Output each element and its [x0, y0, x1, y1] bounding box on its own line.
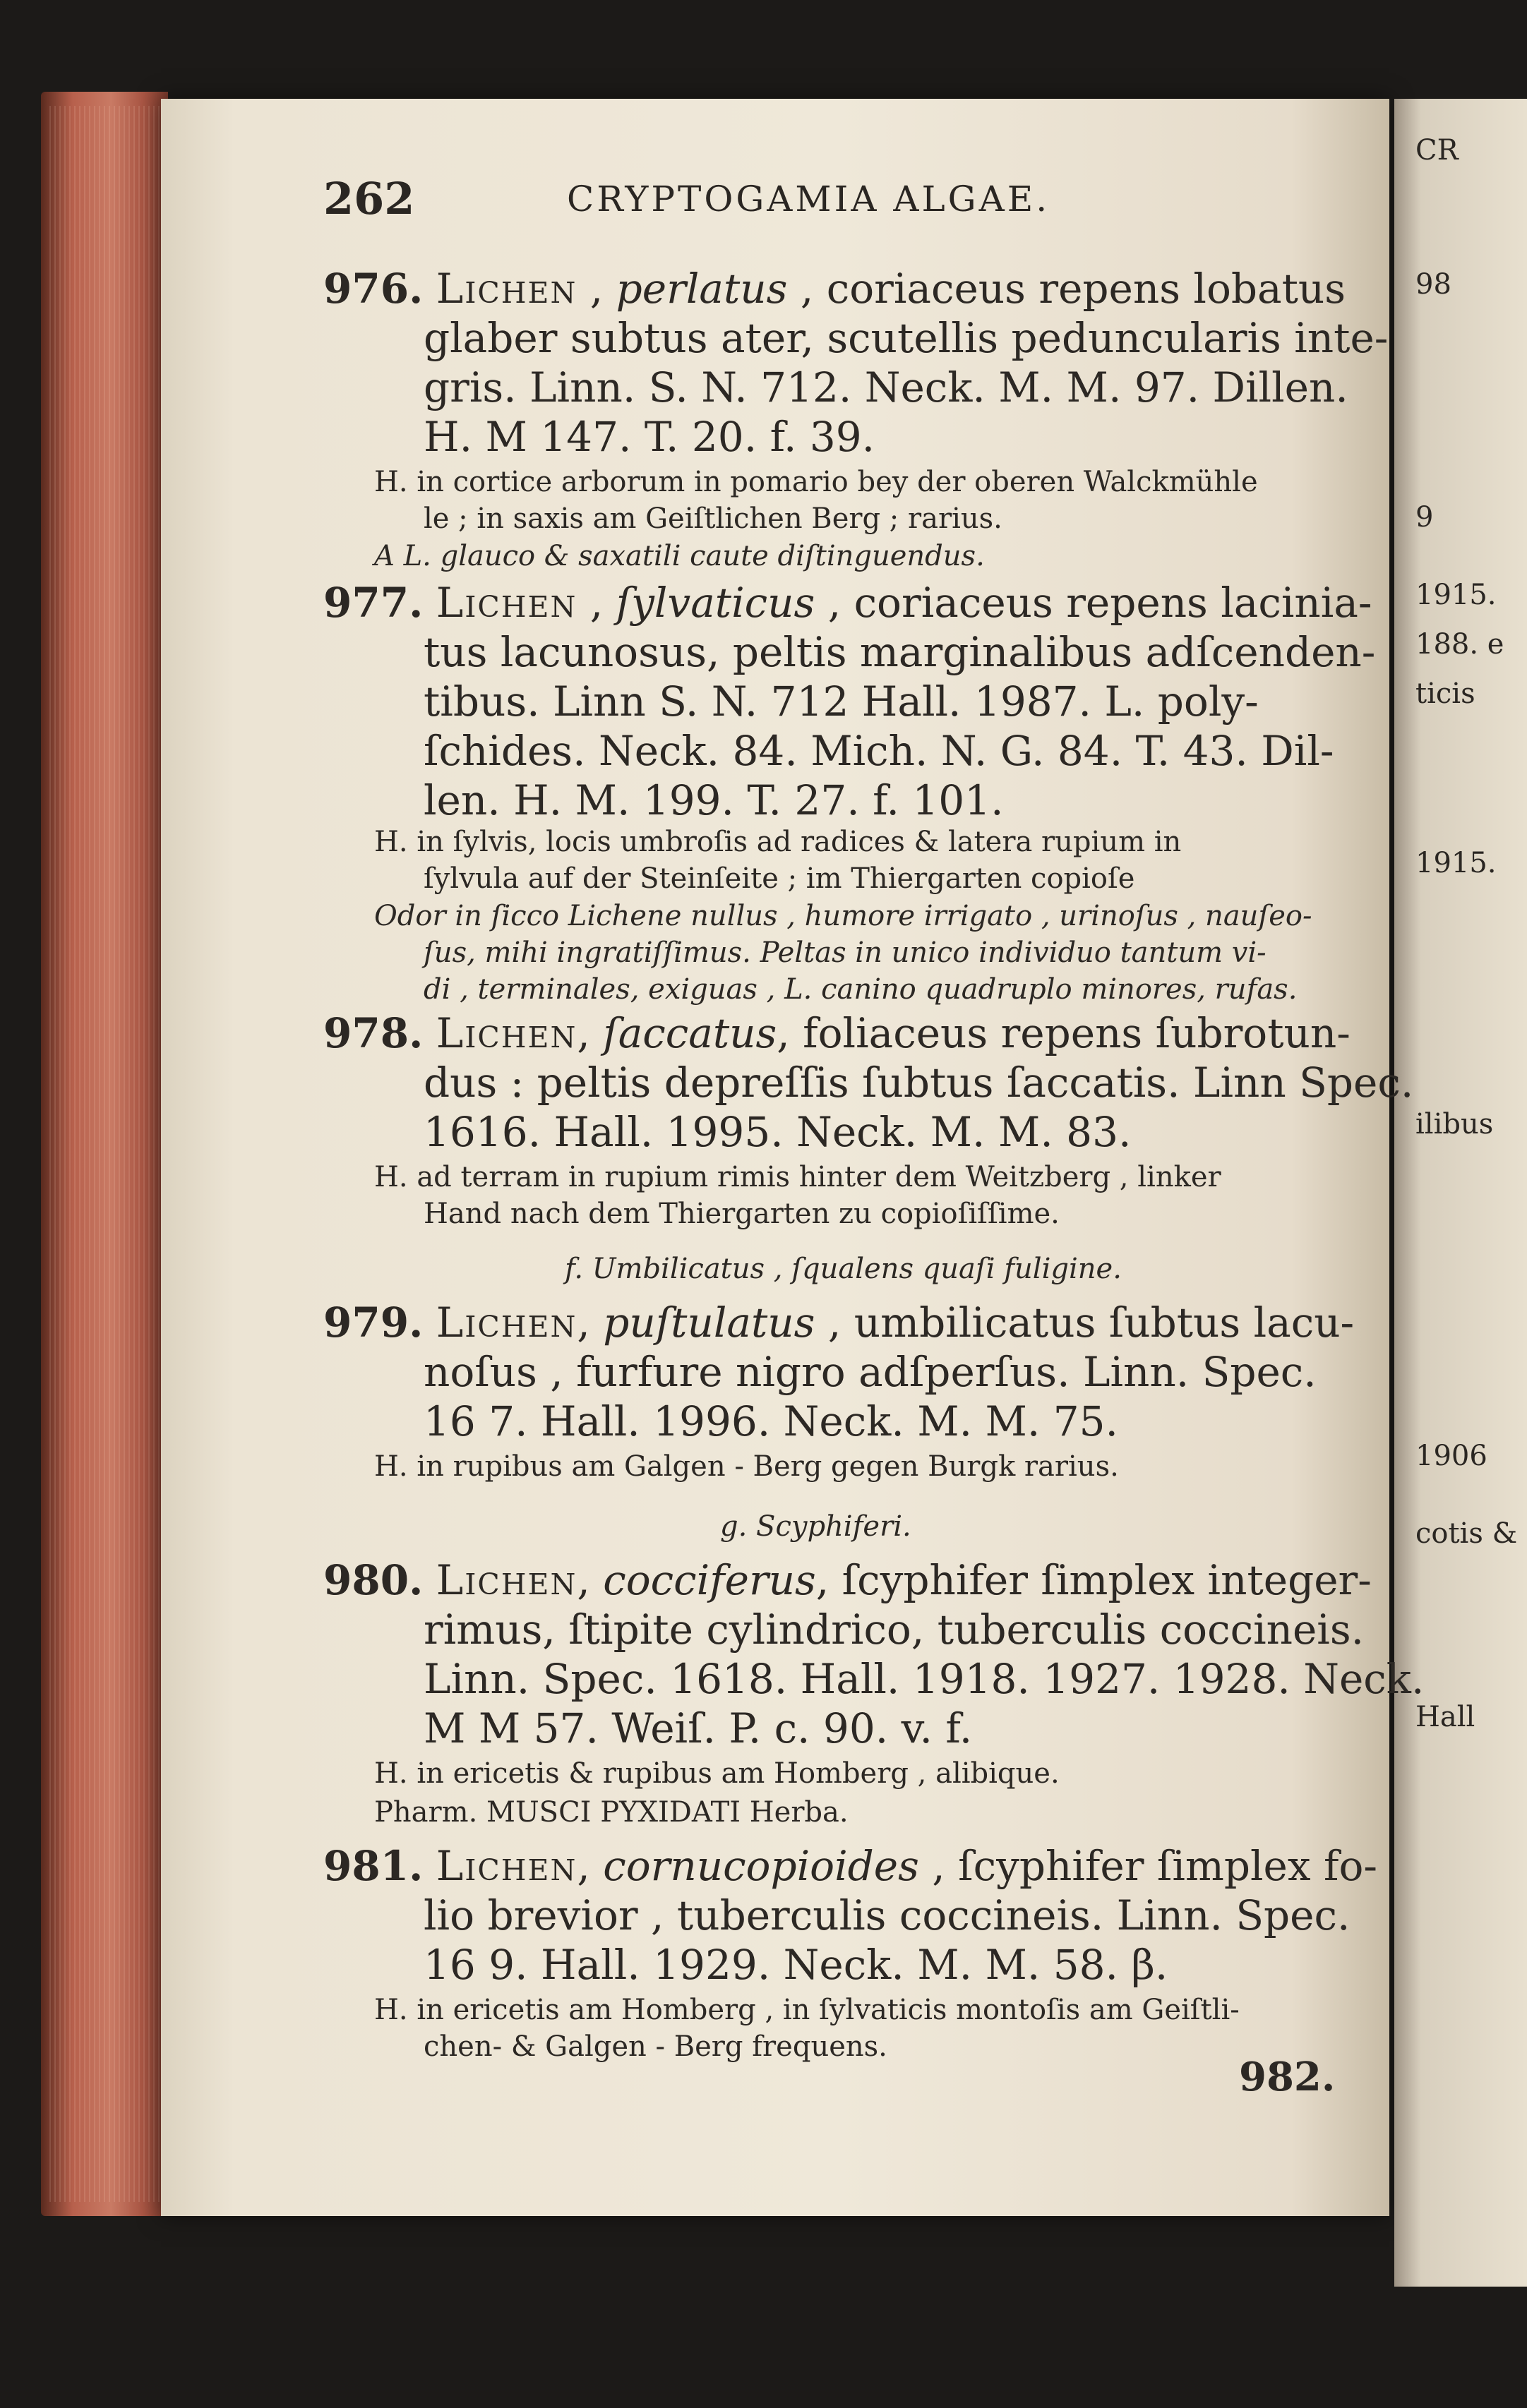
entry-979-line: noſus , furfure nigro adſperſus. Linn. Spec. [424, 1348, 1317, 1396]
entry-976-heading: 976. Lichen , perlatus , coriaceus repens lobatus [323, 265, 1346, 313]
fragment: 9 [1415, 501, 1434, 534]
section-heading: f. Umbilicatus , ſqualens quaſi fuligine. [565, 1253, 1122, 1285]
running-title: CRYPTOGAMIA ALGAE. [567, 179, 1050, 219]
fragment: 1906 [1415, 1440, 1487, 1472]
entry-977-heading: 977. Lichen , ſylvaticus , coriaceus repens lacinia- [323, 579, 1372, 627]
entry-976-line: gris. Linn. S. N. 712. Neck. M. M. 97. Dillen. [424, 363, 1348, 411]
page-number: 262 [323, 173, 415, 224]
entry-977-line: ſchides. Neck. 84. Mich. N. G. 84. T. 43. Dil- [424, 727, 1334, 775]
page-edge-texture [49, 106, 162, 2202]
entry-979-note: H. in rupibus am Galgen - Berg gegen Burgk rarius. [374, 1450, 1119, 1483]
entry-977-line: tibus. Linn S. N. 712 Hall. 1987. L. poly- [424, 678, 1259, 726]
entry-978-line: 1616. Hall. 1995. Neck. M. M. 83. [424, 1108, 1132, 1156]
entry-976-note: A L. glauco & saxatili caute diſtinguendus. [374, 540, 985, 572]
entry-978-note: Hand nach dem Thiergarten zu copioſiſſime. [424, 1198, 1060, 1230]
entry-977-note: H. in ſylvis, locis umbroſis ad radices & latera rupium in [374, 826, 1182, 858]
entry-978-line: dus : peltis depreſſis ſubtus ſaccatis. Linn Spec. [424, 1059, 1414, 1107]
fragment: 188. e [1415, 628, 1504, 661]
page-header [323, 173, 1368, 229]
entry-980-line: rimus, ſtipite cylindrico, tuberculis coccineis. [424, 1606, 1365, 1654]
fragment: cotis & [1415, 1517, 1518, 1550]
entry-977-line: tus lacunosus, peltis marginalibus adſcenden- [424, 628, 1376, 676]
fragment: 1915. [1415, 579, 1497, 611]
entry-976-line: glaber subtus ater, scutellis peduncularis inte- [424, 314, 1389, 362]
entry-976-note: le ; in saxis am Geiſtlichen Berg ; rarius. [424, 502, 1002, 535]
entry-977-note: ſylvula auf der Steinſeite ; im Thiergarten copioſe [424, 862, 1135, 895]
entry-977-note: ſus, mihi ingratiſſimus. Peltas in unico individuo tantum vi- [424, 937, 1266, 969]
entry-980-note: H. in ericetis & rupibus am Homberg , alibique. [374, 1757, 1060, 1790]
entry-980-line: Linn. Spec. 1618. Hall. 1918. 1927. 1928. Neck. [424, 1655, 1425, 1703]
entry-977-note: di , terminales, exiguas , L. canino quadruplo minores, rufas. [424, 973, 1298, 1006]
fragment: CR [1415, 134, 1459, 167]
entry-976-line: H. M 147. T. 20. f. 39. [424, 413, 875, 461]
fragment: Hall [1415, 1701, 1475, 1733]
entry-979-line: 16 7. Hall. 1996. Neck. M. M. 75. [424, 1397, 1118, 1445]
entry-979-heading: 979. Lichen, puſtulatus , umbilicatus ſubtus lacu- [323, 1299, 1355, 1347]
fragment: 98 [1415, 268, 1451, 301]
entry-977-note: Odor in ſicco Lichene nullus , humore irrigato , urinoſus , nauſeo- [374, 900, 1312, 932]
fragment: ticis [1415, 678, 1475, 710]
fragment: ilibus [1415, 1108, 1494, 1140]
entry-980-line: M M 57. Weiſ. P. c. 90. v. f. [424, 1704, 973, 1752]
entry-981-heading: 981. Lichen, cornucopioides , ſcyphifer ſimplex fo- [323, 1842, 1378, 1890]
entry-980-note: Pharm. MUSCI PYXIDATI Herba. [374, 1796, 849, 1829]
fragment: 1915. [1415, 847, 1497, 879]
entry-981-line: lio brevior , tuberculis coccineis. Linn. Spec. [424, 1891, 1351, 1939]
entry-980-heading: 980. Lichen, cocciferus, ſcyphifer ſimplex integer- [323, 1556, 1372, 1604]
catchword: 982. [1239, 2054, 1336, 2100]
section-heading: g. Scyphiferi. [720, 1510, 911, 1543]
entry-981-note: H. in ericetis am Homberg , in ſylvaticis montoſis am Geiſtli- [374, 1994, 1240, 2026]
entry-981-note: chen- & Galgen - Berg frequens. [424, 2030, 887, 2063]
entry-977-line: len. H. M. 199. T. 27. f. 101. [424, 776, 1004, 824]
adjacent-page-fragment [1394, 99, 1527, 2287]
entry-976-note: H. in cortice arborum in pomario bey der oberen Walckmühle [374, 466, 1258, 498]
entry-978-heading: 978. Lichen, ſaccatus, foliaceus repens ſubrotun- [323, 1009, 1351, 1057]
entry-981-line: 16 9. Hall. 1929. Neck. M. M. 58. β. [424, 1941, 1168, 1989]
entry-978-note: H. ad terram in rupium rimis hinter dem Weitzberg , linker [374, 1161, 1221, 1193]
